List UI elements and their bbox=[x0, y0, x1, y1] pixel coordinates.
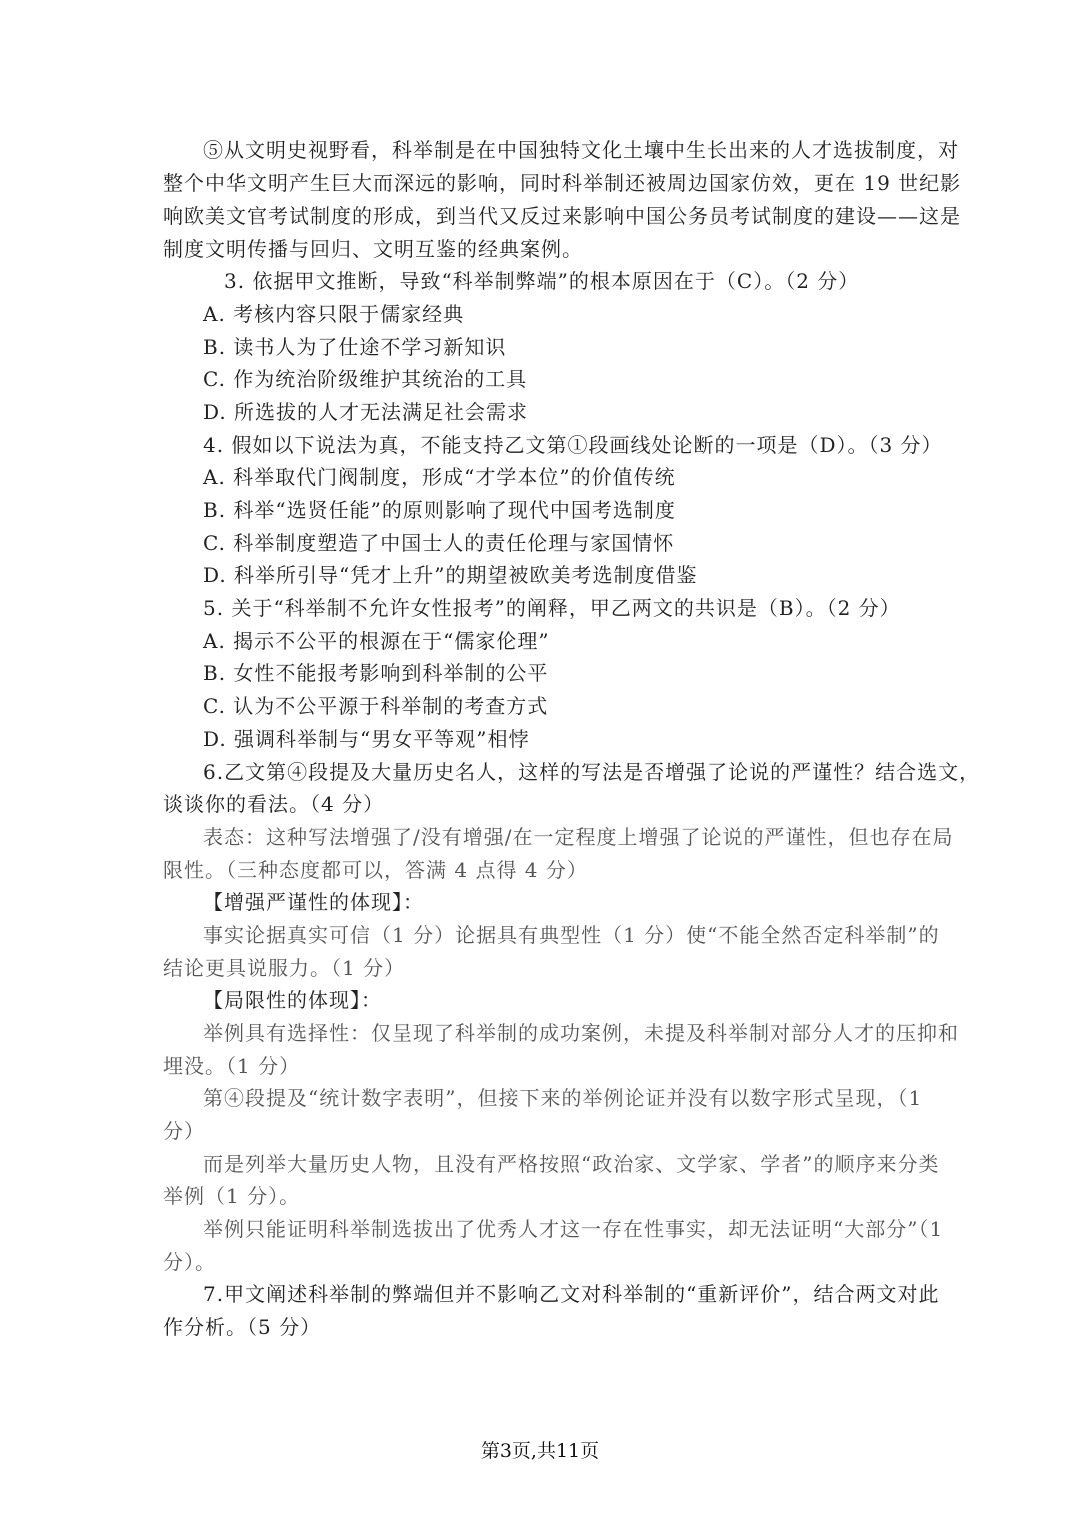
answer-limitation-1-line-1: 举例具有选择性：仅呈现了科举制的成功案例，未提及科举制对部分人才的压抑和 bbox=[203, 1021, 959, 1045]
answer-stance-line-2: 限性。（三种态度都可以，答满 4 点得 4 分） bbox=[163, 858, 588, 882]
question-5-option-a: A. 揭示不公平的根源在于“儒家伦理” bbox=[203, 629, 550, 653]
paragraph-5-line-4: 制度文明传播与回归、文明互鉴的经典案例。 bbox=[163, 237, 583, 261]
question-6-line-1: 6.乙文第④段提及大量历史名人，这样的写法是否增强了论说的严谨性？结合选文， bbox=[203, 760, 981, 784]
question-3-option-d: D. 所选拔的人才无法满足社会需求 bbox=[203, 400, 529, 424]
question-4-option-d: D. 科举所引导“凭才上升”的期望被欧美考选制度借鉴 bbox=[203, 563, 698, 587]
page-number-footer: 第3页,共11页 bbox=[480, 1440, 600, 1462]
answer-limitation-2-line-1: 第④段提及“统计数字表明”，但接下来的举例论证并没有以数字形式呈现，（1 bbox=[203, 1086, 923, 1110]
question-7-line-2: 作分析。（5 分） bbox=[163, 1315, 322, 1339]
question-5-option-b: B. 女性不能报考影响到科举制的公平 bbox=[203, 661, 549, 685]
answer-limitation-4-line-1: 举例只能证明科举制选拔出了优秀人才这一存在性事实，却无法证明“大部分”（1 bbox=[203, 1217, 944, 1241]
question-7-line-1: 7.甲文阐述科举制的弊端但并不影响乙文对科举制的“重新评价”，结合两文对此 bbox=[203, 1282, 940, 1306]
answer-limitation-4-line-2: 分）。 bbox=[163, 1250, 216, 1274]
answer-heading-limitation: 【局限性的体现】： bbox=[203, 988, 382, 1012]
question-3: 3. 依据甲文推断，导致“科举制弊端”的根本原因在于（C）。（2 分） bbox=[224, 269, 860, 293]
question-5-option-c: C. 认为不公平源于科举制的考查方式 bbox=[203, 694, 549, 718]
answer-stance-line-1: 表态：这种写法增强了/没有增强/在一定程度上增强了论说的严谨性，但也存在局 bbox=[203, 825, 954, 849]
question-5: 5. 关于“科举制不允许女性报考”的阐释，甲乙两文的共识是（B）。（2 分） bbox=[203, 596, 901, 620]
question-6-line-2: 谈谈你的看法。（4 分） bbox=[163, 792, 385, 816]
question-4: 4. 假如以下说法为真，不能支持乙文第①段画线处论断的一项是（D）。（3 分） bbox=[203, 433, 943, 457]
paragraph-5-line-2: 整个中华文明产生巨大而深远的影响，同时科举制还被周边国家仿效，更在 19 世纪影 bbox=[163, 171, 962, 195]
question-3-option-c: C. 作为统治阶级维护其统治的工具 bbox=[203, 367, 528, 391]
answer-strength-line-1: 事实论据真实可信（1 分）论据具有典型性（1 分）使“不能全然否定科举制”的 bbox=[203, 923, 940, 947]
answer-limitation-3-line-1: 而是列举大量历史人物，且没有严格按照“政治家、文学家、学者”的顺序来分类 bbox=[203, 1152, 940, 1176]
answer-heading-strength: 【增强严谨性的体现】： bbox=[203, 890, 424, 914]
question-3-option-a: A. 考核内容只限于儒家经典 bbox=[203, 302, 465, 326]
answer-limitation-2-line-2: 分） bbox=[163, 1119, 205, 1143]
question-4-option-c: C. 科举制度塑造了中国士人的责任伦理与家国情怀 bbox=[203, 531, 675, 555]
answer-strength-line-2: 结论更具说服力。（1 分） bbox=[163, 956, 406, 980]
answer-limitation-1-line-2: 埋没。（1 分） bbox=[163, 1054, 301, 1078]
question-4-option-a: A. 科举取代门阀制度，形成“才学本位”的价值传统 bbox=[203, 465, 676, 489]
question-3-option-b: B. 读书人为了仕途不学习新知识 bbox=[203, 335, 507, 359]
paragraph-5-line-3: 响欧美文官考试制度的形成，到当代又反过来影响中国公务员考试制度的建设——这是 bbox=[163, 204, 961, 228]
answer-limitation-3-line-2: 举例（1 分）。 bbox=[163, 1184, 301, 1208]
question-5-option-d: D. 强调科举制与“男女平等观”相悖 bbox=[203, 727, 530, 751]
paragraph-5-line-1: ⑤从文明史视野看，科举制是在中国独特文化土壤中生长出来的人才选拔制度，对 bbox=[203, 138, 959, 162]
question-4-option-b: B. 科举“选贤任能”的原则影响了现代中国考选制度 bbox=[203, 498, 676, 522]
